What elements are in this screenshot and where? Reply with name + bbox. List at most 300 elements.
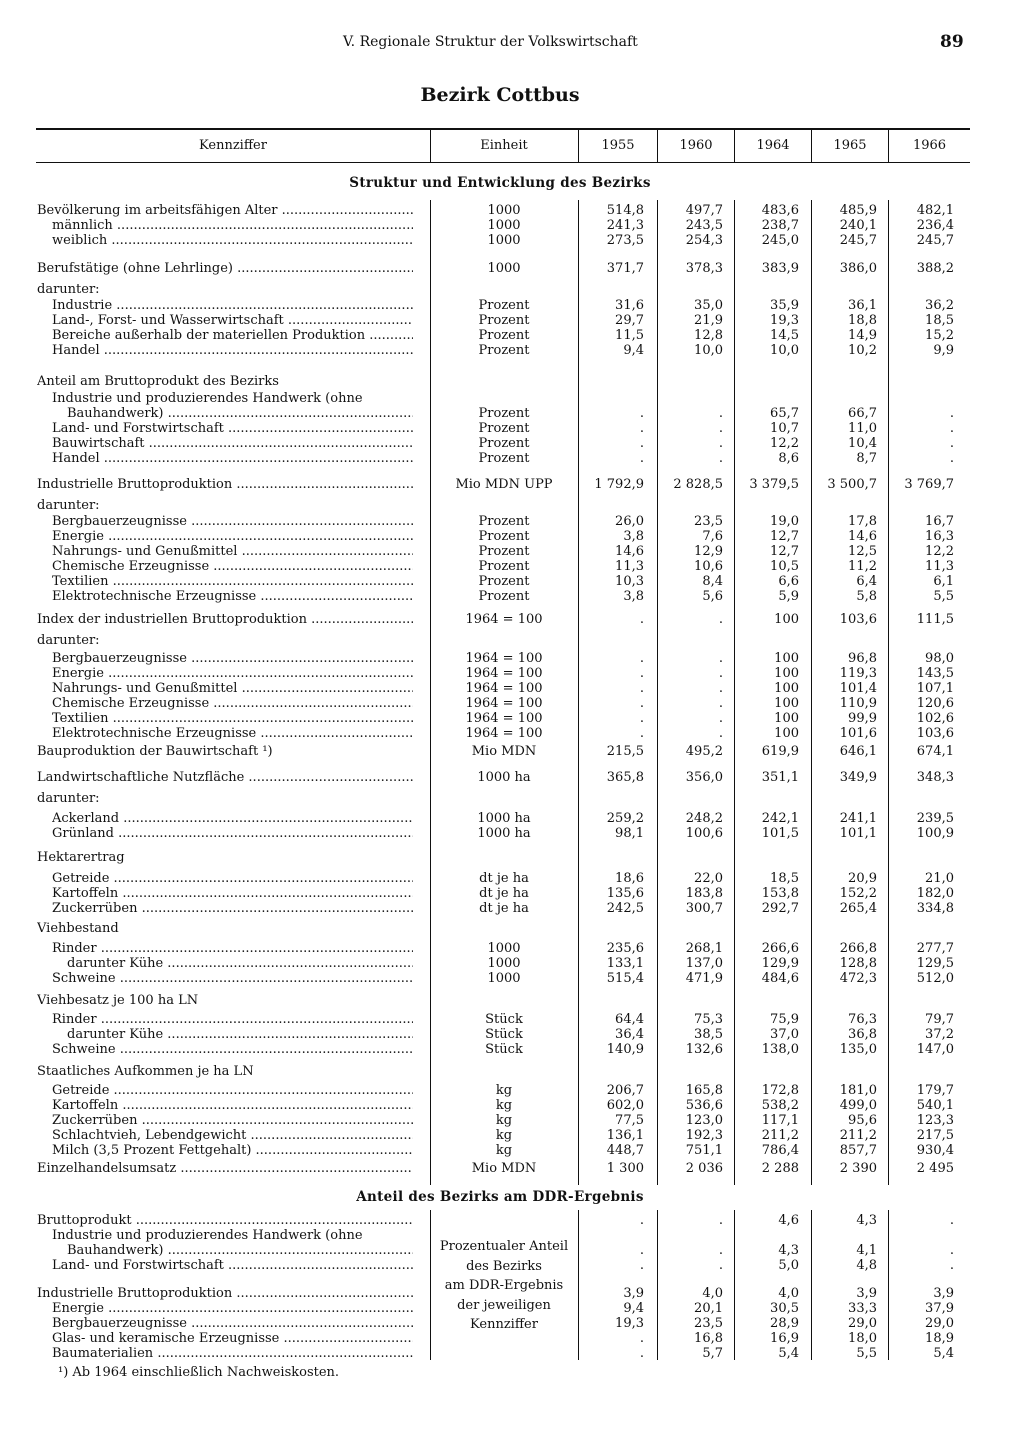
row-value: 499,0: [839, 1098, 877, 1113]
row-value: 14,9: [848, 328, 877, 343]
row-value: 192,3: [685, 1128, 723, 1143]
row-label: Land- und Forstwirtschaft .....: [52, 1259, 413, 1274]
row-value: 266,8: [839, 941, 877, 956]
table-row: [0, 262, 1000, 277]
row-value: .: [639, 612, 644, 627]
row-value: 119,3: [839, 666, 877, 681]
row-unit: Prozent: [478, 529, 530, 544]
row-unit: Mio MDN: [471, 1161, 537, 1176]
row-value: 536,6: [685, 1098, 723, 1113]
row-value: .: [718, 451, 723, 466]
row-value: 101,1: [839, 826, 877, 841]
row-unit: Stück: [485, 1012, 523, 1027]
row-value: 107,1: [916, 681, 954, 696]
row-label: Zuckerrüben .....: [52, 1114, 413, 1129]
table-row: [0, 515, 1000, 530]
row-value: 242,5: [606, 901, 644, 916]
row-value: 349,9: [839, 770, 877, 785]
row-value: 334,8: [916, 901, 954, 916]
row-label: Bruttoprodukt .....: [37, 1214, 413, 1229]
row-value: 2 390: [839, 1161, 877, 1176]
row-unit: 1964 = 100: [465, 666, 543, 681]
row-value: .: [639, 681, 644, 696]
header-year: 1966: [912, 138, 947, 153]
row-value: 3 769,7: [904, 477, 954, 492]
row-value: 5,5: [933, 589, 954, 604]
row-value: 3,9: [623, 1286, 644, 1301]
row-value: 132,6: [685, 1042, 723, 1057]
row-value: 12,7: [770, 529, 799, 544]
row-value: 18,9: [925, 1331, 954, 1346]
row-value: 29,0: [848, 1316, 877, 1331]
row-value: 5,0: [778, 1258, 799, 1273]
row-value: 102,6: [916, 711, 954, 726]
row-label: darunter:: [37, 283, 100, 297]
row-label: Industrie und produzierendes Handwerk (ohne: [52, 392, 363, 406]
row-value: 245,7: [916, 233, 954, 248]
table-row: [0, 994, 1000, 1009]
row-value: 482,1: [916, 203, 954, 218]
table-row: [0, 792, 1000, 807]
row-value: 128,8: [839, 956, 877, 971]
row-value: .: [949, 406, 954, 421]
row-label: Getreide .....: [52, 1084, 413, 1099]
row-value: 137,0: [685, 956, 723, 971]
row-value: 10,7: [770, 421, 799, 436]
row-unit: kg: [495, 1098, 513, 1113]
row-unit: dt je ha: [479, 901, 529, 916]
row-unit: Prozent: [478, 406, 530, 421]
row-value: 348,3: [916, 770, 954, 785]
row-label: Schweine .....: [52, 972, 413, 987]
row-label: Bergbauerzeugnisse .....: [52, 652, 413, 667]
row-value: 538,2: [761, 1098, 799, 1113]
row-unit: Prozent: [478, 436, 530, 451]
table-row: [0, 667, 1000, 682]
row-value: 11,3: [925, 559, 954, 574]
row-value: 515,4: [606, 971, 644, 986]
row-value: 35,9: [770, 298, 799, 313]
row-value: 133,1: [606, 956, 644, 971]
row-value: 484,6: [761, 971, 799, 986]
row-value: 4,1: [856, 1243, 877, 1258]
row-value: 5,8: [856, 589, 877, 604]
table-row: [0, 575, 1000, 590]
row-value: 99,9: [848, 711, 877, 726]
row-unit: Prozent: [478, 559, 530, 574]
row-value: .: [639, 1346, 644, 1361]
row-label: Schweine .....: [52, 1043, 413, 1058]
row-label: Einzelhandelsumsatz .....: [37, 1162, 413, 1177]
row-value: .: [949, 1258, 954, 1273]
row-value: .: [718, 406, 723, 421]
row-unit: dt je ha: [479, 886, 529, 901]
row-value: 22,0: [694, 871, 723, 886]
row-unit: Prozent: [478, 313, 530, 328]
table-row: [0, 545, 1000, 560]
row-value: 5,5: [856, 1346, 877, 1361]
row-unit: 1000: [487, 261, 521, 276]
row-unit: 1000: [487, 203, 521, 218]
row-value: 19,3: [770, 313, 799, 328]
row-value: 18,8: [848, 313, 877, 328]
table-row: [0, 204, 1000, 219]
row-value: 37,9: [925, 1301, 954, 1316]
row-value: 211,2: [761, 1128, 799, 1143]
row-value: 5,4: [778, 1346, 799, 1361]
row-value: 4,6: [778, 1213, 799, 1228]
row-value: 242,1: [761, 811, 799, 826]
table-row: [0, 727, 1000, 742]
row-value: 243,5: [685, 218, 723, 233]
row-value: 217,5: [916, 1128, 954, 1143]
row-value: 3 500,7: [827, 477, 877, 492]
row-value: 6,6: [778, 574, 799, 589]
row-value: 245,7: [839, 233, 877, 248]
table-row: [0, 283, 1000, 298]
row-value: .: [639, 421, 644, 436]
unit-block: [431, 1237, 577, 1335]
row-value: 140,9: [606, 1042, 644, 1057]
row-unit: 1964 = 100: [465, 681, 543, 696]
row-value: 4,3: [856, 1213, 877, 1228]
table-row: [0, 560, 1000, 575]
row-value: .: [718, 666, 723, 681]
row-value: 8,6: [778, 451, 799, 466]
row-value: 100: [774, 681, 799, 696]
row-value: 20,1: [694, 1301, 723, 1316]
row-value: 5,7: [702, 1346, 723, 1361]
row-value: 277,7: [916, 941, 954, 956]
row-label: Land- und Forstwirtschaft .....: [52, 422, 413, 437]
row-value: 16,3: [925, 529, 954, 544]
row-value: 103,6: [839, 612, 877, 627]
row-value: 37,0: [770, 1027, 799, 1042]
table-row: [0, 922, 1000, 937]
row-value: 100: [774, 726, 799, 741]
row-value: .: [949, 451, 954, 466]
row-unit: 1964 = 100: [465, 711, 543, 726]
row-label: Bevölkerung im arbeitsfähigen Alter .....: [37, 204, 413, 219]
row-unit: 1964 = 100: [465, 651, 543, 666]
row-value: 292,7: [761, 901, 799, 916]
table-row: [0, 1347, 1000, 1362]
row-value: 96,8: [848, 651, 877, 666]
table-row: [0, 652, 1000, 667]
header-year: 1965: [833, 138, 867, 153]
row-value: 3,9: [933, 1286, 954, 1301]
row-value: 6,1: [933, 574, 954, 589]
table-row: [0, 902, 1000, 917]
table-row: [0, 942, 1000, 957]
row-unit: Prozent: [478, 451, 530, 466]
row-value: 10,0: [770, 343, 799, 358]
row-value: 5,6: [702, 589, 723, 604]
row-label: Anteil am Bruttoprodukt des Bezirks: [37, 375, 279, 389]
page-title: Bezirk Cottbus: [420, 84, 580, 106]
row-label: Bergbauerzeugnisse .....: [52, 515, 413, 530]
row-value: .: [639, 406, 644, 421]
row-value: 143,5: [916, 666, 954, 681]
row-value: 259,2: [606, 811, 644, 826]
row-value: 76,3: [848, 1012, 877, 1027]
row-value: 36,4: [615, 1027, 644, 1042]
table-row: [0, 344, 1000, 359]
row-label: weiblich .....: [52, 234, 413, 249]
row-value: 3,9: [856, 1286, 877, 1301]
header-year: 1955: [601, 138, 635, 153]
row-value: 619,9: [761, 744, 799, 759]
table-row: [0, 697, 1000, 712]
row-value: 485,9: [839, 203, 877, 218]
row-value: 11,0: [848, 421, 877, 436]
header-year: 1960: [679, 138, 713, 153]
table-row: [0, 872, 1000, 887]
row-value: 79,7: [925, 1012, 954, 1027]
row-unit: 1000 ha: [477, 811, 531, 826]
row-value: 12,8: [694, 328, 723, 343]
table-row: [0, 1162, 1000, 1177]
row-value: 100,6: [685, 826, 723, 841]
row-value: .: [639, 451, 644, 466]
row-value: 383,9: [761, 261, 799, 276]
row-value: 16,8: [694, 1331, 723, 1346]
row-value: .: [639, 1258, 644, 1273]
row-label: Energie .....: [52, 530, 413, 545]
table-row: [0, 314, 1000, 329]
unit-block-line: des Bezirks: [466, 1258, 542, 1274]
row-value: 120,6: [916, 696, 954, 711]
row-value: .: [639, 711, 644, 726]
row-value: 10,5: [770, 559, 799, 574]
row-value: 15,2: [925, 328, 954, 343]
table-row: [0, 827, 1000, 842]
row-value: 211,2: [839, 1128, 877, 1143]
row-label: Rinder .....: [52, 1013, 413, 1028]
row-value: 472,3: [839, 971, 877, 986]
row-value: 514,8: [606, 203, 644, 218]
table-row: [0, 219, 1000, 234]
table-row: [0, 1099, 1000, 1114]
row-value: 9,4: [623, 343, 644, 358]
header-year: 1964: [756, 138, 790, 153]
row-value: .: [718, 681, 723, 696]
row-value: 100: [774, 711, 799, 726]
row-value: 495,2: [685, 744, 723, 759]
table-row: [0, 771, 1000, 786]
row-unit: Prozent: [478, 328, 530, 343]
table-header: [36, 128, 970, 163]
row-value: 351,1: [761, 770, 799, 785]
row-value: 235,6: [606, 941, 644, 956]
row-value: 98,0: [925, 651, 954, 666]
row-value: 4,3: [778, 1243, 799, 1258]
row-value: 674,1: [916, 744, 954, 759]
table-row: [0, 452, 1000, 467]
row-value: 75,3: [694, 1012, 723, 1027]
row-value: 5,9: [778, 589, 799, 604]
row-value: 101,6: [839, 726, 877, 741]
row-value: 4,0: [778, 1286, 799, 1301]
row-unit: Prozent: [478, 421, 530, 436]
row-value: .: [718, 1213, 723, 1228]
row-value: 100,9: [916, 826, 954, 841]
row-value: 6,4: [856, 574, 877, 589]
row-value: .: [718, 651, 723, 666]
row-value: 129,5: [916, 956, 954, 971]
row-value: 378,3: [685, 261, 723, 276]
row-unit: 1000: [487, 956, 521, 971]
row-unit: 1000: [487, 233, 521, 248]
row-value: 16,7: [925, 514, 954, 529]
row-value: 147,0: [916, 1042, 954, 1057]
row-value: 135,0: [839, 1042, 877, 1057]
row-value: 5,4: [933, 1346, 954, 1361]
row-label: Handel .....: [52, 452, 413, 467]
row-label: männlich .....: [52, 219, 413, 234]
row-value: 36,8: [848, 1027, 877, 1042]
row-unit: Stück: [485, 1042, 523, 1057]
row-value: 110,9: [839, 696, 877, 711]
row-label: Landwirtschaftliche Nutzfläche .....: [37, 771, 413, 786]
row-value: 483,6: [761, 203, 799, 218]
table-row: [0, 1028, 1000, 1043]
row-value: 152,2: [839, 886, 877, 901]
row-label: Textilien .....: [52, 712, 413, 727]
row-unit: Prozent: [478, 343, 530, 358]
table-row: [0, 530, 1000, 545]
section-title-ddr-share: Anteil des Bezirks am DDR-Ergebnis: [356, 1189, 644, 1205]
row-value: 165,8: [685, 1083, 723, 1098]
row-value: 77,5: [615, 1113, 644, 1128]
row-unit: 1000: [487, 941, 521, 956]
row-value: 388,2: [916, 261, 954, 276]
row-value: 18,5: [770, 871, 799, 886]
row-value: 268,1: [685, 941, 723, 956]
row-value: 4,0: [702, 1286, 723, 1301]
row-value: 138,0: [761, 1042, 799, 1057]
row-unit: Prozent: [478, 514, 530, 529]
row-value: 4,8: [856, 1258, 877, 1273]
table-row: [0, 329, 1000, 344]
row-label: Staatliches Aufkommen je ha LN: [37, 1065, 254, 1079]
row-value: 17,8: [848, 514, 877, 529]
row-label: Bauproduktion der Bauwirtschaft ¹): [37, 745, 273, 759]
table-row: [0, 478, 1000, 493]
row-value: 11,2: [848, 559, 877, 574]
row-value: 36,2: [925, 298, 954, 313]
row-value: 238,7: [761, 218, 799, 233]
row-value: 10,4: [848, 436, 877, 451]
row-value: 12,2: [925, 544, 954, 559]
table-row: [0, 407, 1000, 422]
row-value: 183,8: [685, 886, 723, 901]
row-label: Textilien .....: [52, 575, 413, 590]
row-value: 26,0: [615, 514, 644, 529]
row-value: 100: [774, 612, 799, 627]
row-value: 103,6: [916, 726, 954, 741]
table-row: [0, 499, 1000, 514]
row-value: 18,5: [925, 313, 954, 328]
row-label: Getreide .....: [52, 872, 413, 887]
row-value: 14,6: [848, 529, 877, 544]
row-value: 23,5: [694, 514, 723, 529]
table-row: [0, 1214, 1000, 1229]
row-value: 38,5: [694, 1027, 723, 1042]
row-value: 30,5: [770, 1301, 799, 1316]
row-label: Land-, Forst- und Wasserwirtschaft .....: [52, 314, 413, 329]
row-value: 8,7: [856, 451, 877, 466]
row-label: Chemische Erzeugnisse .....: [52, 560, 413, 575]
row-value: 33,3: [848, 1301, 877, 1316]
unit-block-line: Kennziffer: [470, 1317, 538, 1332]
row-unit: 1964 = 100: [465, 696, 543, 711]
row-label: darunter:: [37, 792, 100, 806]
row-value: 1 300: [606, 1161, 644, 1176]
row-label: Bergbauerzeugnisse .....: [52, 1317, 413, 1332]
table-row: [0, 422, 1000, 437]
row-value: .: [639, 1213, 644, 1228]
row-value: .: [718, 1243, 723, 1258]
row-value: 12,7: [770, 544, 799, 559]
table-row: [0, 437, 1000, 452]
row-unit: Prozent: [478, 298, 530, 313]
row-value: 100: [774, 651, 799, 666]
unit-block-line: der jeweiligen: [457, 1297, 551, 1313]
row-value: 540,1: [916, 1098, 954, 1113]
row-label: darunter:: [37, 634, 100, 648]
row-value: .: [718, 436, 723, 451]
row-value: 371,7: [606, 261, 644, 276]
row-value: 751,1: [685, 1143, 723, 1158]
row-value: 28,9: [770, 1316, 799, 1331]
row-value: 215,5: [606, 744, 644, 759]
row-value: .: [639, 696, 644, 711]
row-value: 8,4: [702, 574, 723, 589]
row-value: .: [718, 726, 723, 741]
table-row: [0, 957, 1000, 972]
row-value: .: [949, 436, 954, 451]
row-label: Zuckerrüben .....: [52, 902, 413, 917]
unit-block-line: Prozentualer Anteil: [439, 1239, 569, 1254]
row-value: 75,9: [770, 1012, 799, 1027]
row-label: Schlachtvieh, Lebendgewicht .....: [52, 1129, 413, 1144]
row-label: Energie .....: [52, 1302, 413, 1317]
row-value: 471,9: [685, 971, 723, 986]
row-value: 240,1: [839, 218, 877, 233]
row-value: .: [639, 436, 644, 451]
row-label: Hektarertrag: [37, 851, 125, 865]
row-value: .: [639, 651, 644, 666]
row-value: .: [718, 711, 723, 726]
row-value: 266,6: [761, 941, 799, 956]
row-value: 10,3: [615, 574, 644, 589]
row-unit: 1000 ha: [477, 770, 531, 785]
row-value: 273,5: [606, 233, 644, 248]
row-value: 172,8: [761, 1083, 799, 1098]
row-value: 7,6: [702, 529, 723, 544]
row-value: .: [949, 1213, 954, 1228]
row-unit: 1000 ha: [477, 826, 531, 841]
row-label: Chemische Erzeugnisse .....: [52, 697, 413, 712]
row-label: Elektrotechnische Erzeugnisse .....: [52, 590, 413, 605]
row-value: 31,6: [615, 298, 644, 313]
row-value: 29,0: [925, 1316, 954, 1331]
row-value: .: [949, 421, 954, 436]
table-row: [0, 812, 1000, 827]
row-value: 1 792,9: [594, 477, 644, 492]
header-kennziffer: Kennziffer: [199, 138, 267, 153]
